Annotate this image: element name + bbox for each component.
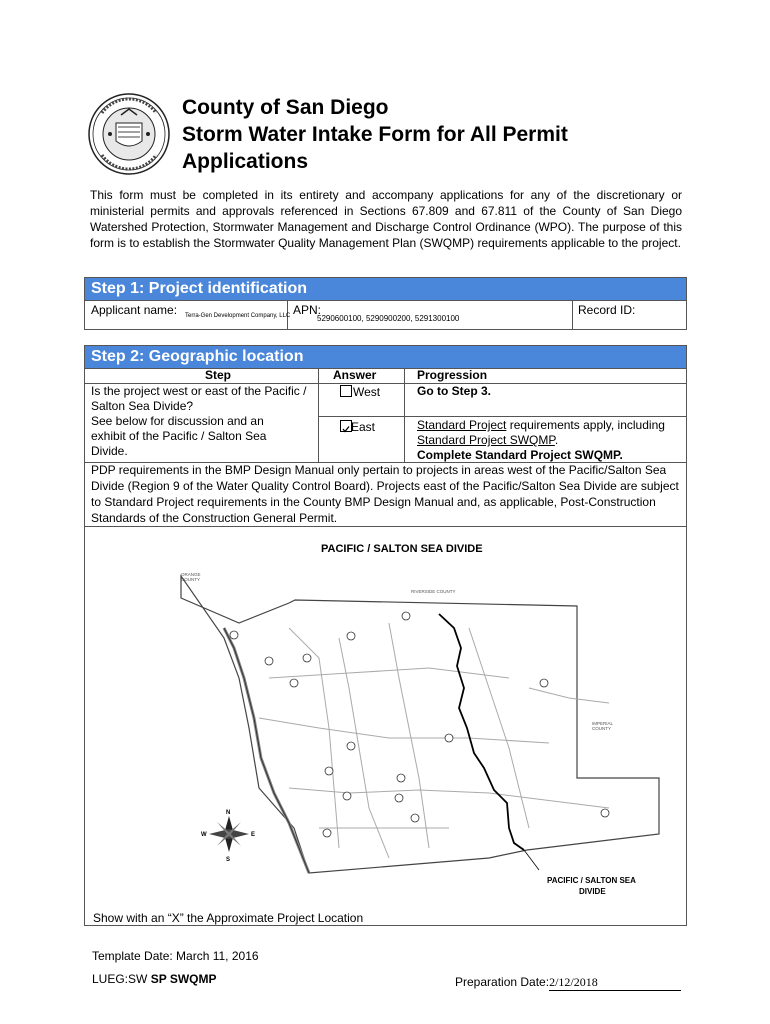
compass-w: W: [201, 832, 207, 838]
lueg-prefix: LUEG:SW: [92, 972, 151, 986]
map-label-line: IMPERIAL: [592, 721, 614, 726]
west-checkbox[interactable]: [340, 385, 352, 397]
applicant-value[interactable]: Terra-Gen Development Company, LLC: [185, 313, 291, 319]
step2-section: [84, 345, 687, 926]
preparation-date: [455, 975, 681, 991]
lueg-code: [92, 972, 216, 986]
apn-value[interactable]: 5290600100, 5290900200, 5291300100: [317, 314, 460, 323]
applicant-label: Applicant name:: [91, 303, 178, 317]
map-label-imperial: [592, 721, 614, 731]
title-line-1: County of San Diego: [182, 96, 389, 119]
show-location-instruction: Show with an “X” the Approximate Project Location: [93, 911, 364, 925]
west-label: West: [353, 385, 381, 399]
map-divide-label-1: PACIFIC / SALTON SEA: [547, 876, 636, 885]
answer-row-divider: [318, 416, 686, 417]
map-title: PACIFIC / SALTON SEA DIVIDE: [321, 543, 483, 555]
question-text: Is the project west or east of the Pacific / Salton Sea Divide?: [91, 384, 307, 413]
intro-paragraph: This form must be completed in its entirety and accompany applications for any of the discretionary or ministerial permits and approvals referenced in Sections 67.809 and 67.811 of the County of San Diego Watershed Protection, Stormwater Management and Discharge Control Ordinance (WPO). The purpose of this form is to establish the Stormwater Quality Management Plan (SWQMP) requirements applicable to the project.: [90, 188, 682, 250]
lueg-bold: SP SWQMP: [150, 972, 217, 986]
roads: [259, 623, 609, 858]
standard-project-link[interactable]: Standard Project: [417, 418, 507, 432]
pdp-bottom-divider: [85, 526, 686, 527]
divide-line: [439, 614, 524, 850]
col-answer-header: Answer: [333, 368, 377, 382]
applicant-cell[interactable]: [85, 300, 291, 329]
compass-e: E: [251, 832, 256, 838]
route-shields: [230, 612, 609, 837]
map-label-line: COUNTY: [592, 726, 611, 731]
map-label-line: ORANGE: [181, 572, 201, 577]
preparation-date-value[interactable]: 2/12/2018: [549, 975, 681, 991]
page-title: [182, 94, 568, 175]
map-label-line: COUNTY: [181, 577, 200, 582]
east-progression: [417, 418, 687, 463]
step1-header: Step 1: Project identification: [85, 278, 686, 301]
step2-header: Step 2: Geographic location: [85, 346, 686, 369]
county-seal-logo: [88, 93, 170, 175]
record-id-label: Record ID:: [578, 303, 636, 317]
east-label: East: [351, 420, 376, 434]
check-mark-icon: [341, 424, 351, 434]
compass-rose-icon: [201, 810, 255, 863]
east-progression-text: requirements apply, including: [506, 418, 665, 432]
col-step-header: Step: [205, 368, 232, 382]
step1-row: [85, 300, 686, 329]
apn-cell[interactable]: [287, 300, 573, 329]
west-progression: Go to Step 3.: [417, 384, 492, 398]
col-progression-header: Progression: [417, 368, 488, 382]
preparation-date-label: Preparation Date:: [455, 975, 550, 989]
step1-section: [84, 277, 687, 330]
map-label-riverside: RIVERSIDE COUNTY: [411, 589, 456, 594]
title-line-2: Storm Water Intake Form for All Permit: [182, 123, 568, 146]
record-id-cell[interactable]: [572, 300, 686, 329]
template-date: Template Date: March 11, 2016: [92, 949, 259, 963]
east-progression-end: .: [554, 433, 559, 447]
pdp-paragraph: PDP requirements in the BMP Design Manual only pertain to projects in areas west of the Pacific/Salton Sea Divide (Region 9 of the Water Quality Control Board). Projects east of the Pacific/Salton Sea Divide are subject to Standard Project requirements in the County BMP Design Manual and, as applicable, Post-Construction Standards of the Construction General Permit.: [91, 463, 679, 525]
discussion-text: See below for discussion and an exhibit of the Pacific / Salton Sea Divide.: [91, 414, 267, 458]
apn-label: APN:: [293, 303, 322, 317]
east-progression-action: Complete Standard Project SWQMP.: [417, 448, 623, 462]
divide-map: [89, 528, 681, 908]
title-line-3: Applications: [182, 150, 309, 173]
map-divide-label-2: DIVIDE: [579, 887, 606, 896]
standard-project-swqmp-link[interactable]: Standard Project SWQMP: [417, 433, 555, 447]
compass-s: S: [226, 857, 231, 863]
compass-n: N: [226, 810, 231, 816]
